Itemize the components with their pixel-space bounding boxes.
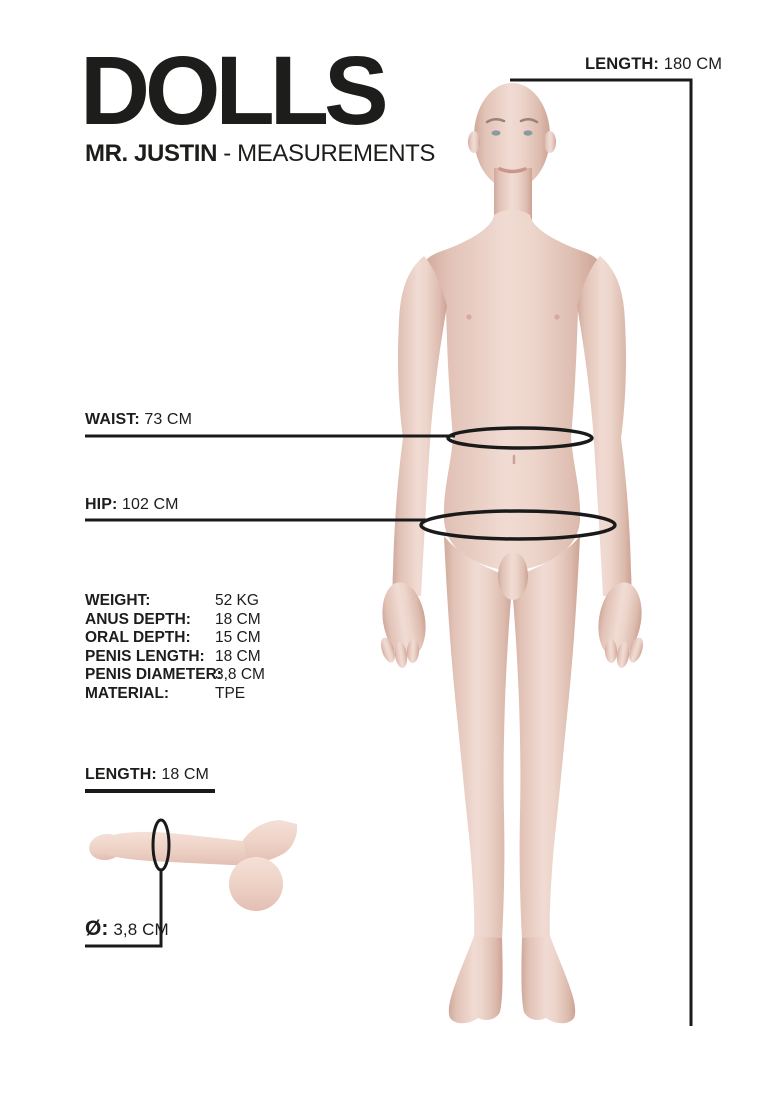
- spec-row: ANUS DEPTH: 18 CM: [85, 610, 261, 628]
- attachment-diameter-label: Ø: 3,8 CM: [85, 917, 169, 940]
- spec-row: PENIS LENGTH: 18 CM: [85, 647, 261, 665]
- figure-right-foot: [521, 936, 575, 1023]
- hip-measurement-label: HIP: 102 CM: [85, 496, 179, 513]
- figure-torso: [424, 210, 600, 572]
- spec-row: ORAL DEPTH: 15 CM: [85, 629, 261, 647]
- spec-row: MATERIAL: TPE: [85, 684, 246, 702]
- attachment-photo: [87, 820, 297, 911]
- diameter-symbol: Ø:: [85, 917, 109, 940]
- figure-left-arm: [393, 256, 447, 596]
- height-measurement-label: LENGTH: 180 CM: [585, 55, 723, 73]
- subtitle-text: - MEASUREMENTS: [223, 140, 436, 167]
- attachment-length-label: LENGTH: 18 CM: [85, 766, 209, 783]
- spec-row: WEIGHT: 52 KG: [85, 592, 259, 609]
- figure-right-leg: [511, 536, 580, 940]
- figure-left-foot: [449, 936, 503, 1023]
- waist-measurement-label: WAIST: 73 CM: [85, 411, 192, 428]
- doll-figure: [377, 83, 646, 1023]
- figure-right-arm: [577, 256, 631, 596]
- figure-pelvis: [498, 552, 528, 600]
- page-subtitle: [85, 140, 435, 168]
- brand-name: MR. JUSTIN: [85, 140, 218, 167]
- spec-table: [85, 592, 265, 704]
- spec-row: PENIS DIAMETER: 3,8 CM: [85, 666, 265, 684]
- page-title: DOLLS: [80, 36, 384, 145]
- measurement-lines: [85, 80, 691, 1026]
- figure-left-leg: [444, 536, 513, 940]
